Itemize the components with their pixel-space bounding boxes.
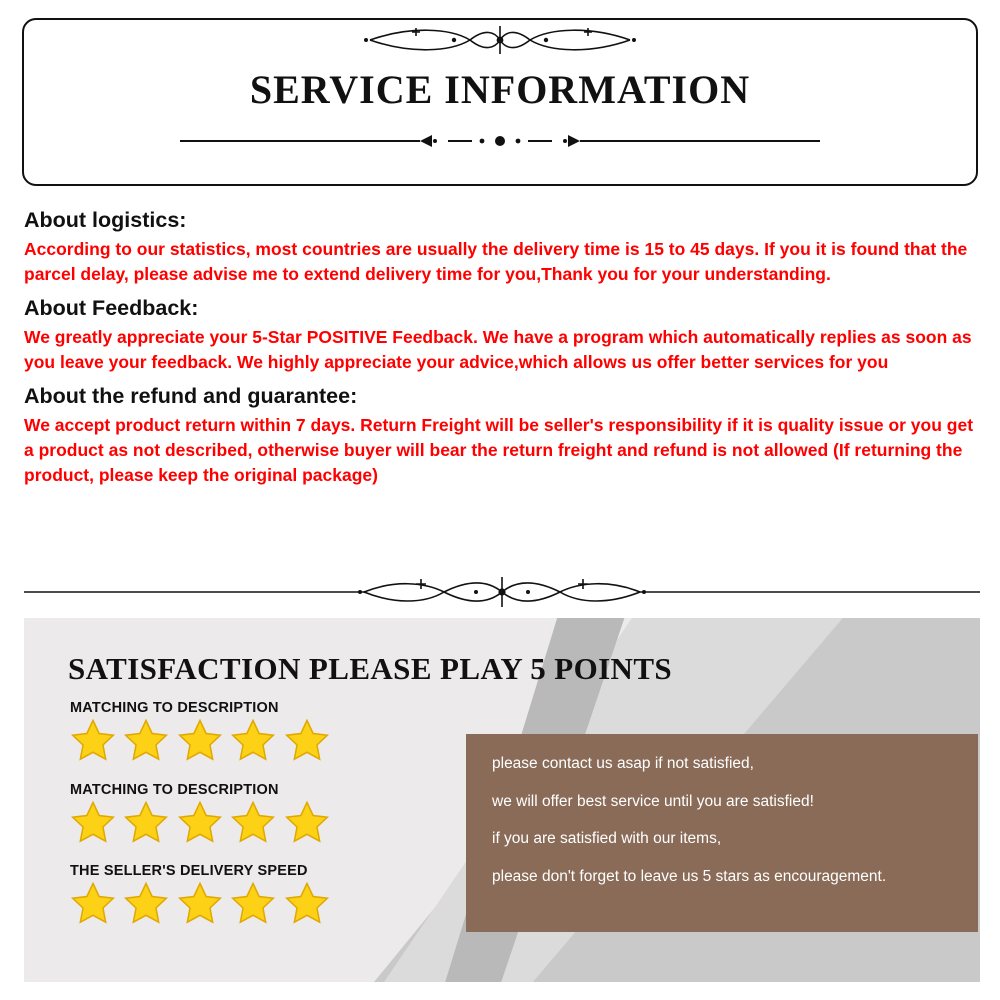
star-icon: [284, 880, 330, 930]
star-rating-1: [70, 717, 333, 767]
satisfaction-panel: [24, 618, 980, 982]
star-icon: [230, 880, 276, 930]
contact-note-box: [466, 734, 978, 932]
star-icon: [177, 799, 223, 849]
service-text-block: [24, 206, 980, 495]
star-icon: [70, 880, 116, 930]
rating-group-1: [70, 700, 333, 767]
star-icon: [177, 717, 223, 767]
star-icon: [284, 799, 330, 849]
star-icon: [70, 717, 116, 767]
section-heading-logistics: About logistics:: [24, 208, 187, 232]
flourish-ornament-icon: [350, 22, 650, 58]
star-icon: [230, 799, 276, 849]
rule-ornament-icon: [170, 128, 830, 154]
star-icon: [284, 717, 330, 767]
star-icon: [123, 717, 169, 767]
section-heading-feedback: About Feedback:: [24, 295, 199, 320]
star-rating-2: [70, 799, 333, 849]
note-line-3: if you are satisfied with our items,: [492, 830, 722, 847]
flourish-divider-icon: [24, 572, 980, 612]
star-rating-3: [70, 880, 333, 930]
star-icon: [230, 717, 276, 767]
star-icon: [177, 880, 223, 930]
section-body-logistics: According to our statistics, most countries are usually the delivery time is 15 to 45 days. If you it is found that the parcel delay, please advise me to extend delivery time for you,Thank you for your understanding.: [24, 239, 968, 285]
service-information-banner: [22, 18, 978, 186]
satisfaction-title: SATISFACTION PLEASE PLAY 5 POINTS: [68, 651, 673, 686]
note-line-1: please contact us asap if not satisfied,: [492, 755, 754, 772]
rating-label-1: MATCHING TO DESCRIPTION: [70, 700, 279, 716]
section-heading-refund: About the refund and guarantee:: [24, 383, 358, 408]
note-line-2: we will offer best service until you are satisfied!: [492, 792, 814, 810]
star-icon: [123, 799, 169, 849]
page-title: SERVICE INFORMATION: [249, 67, 751, 112]
star-icon: [70, 799, 116, 849]
rating-label-2: MATCHING TO DESCRIPTION: [70, 782, 279, 798]
note-line-4: please don't forget to leave us 5 stars as encouragement.: [492, 867, 887, 885]
section-body-refund: We accept product return within 7 days. Return Freight will be seller's responsibility if it is quality issue or you get a product as not described, otherwise buyer will bear the return freight and refund is not allowed (If returning the product, please keep the original package): [24, 414, 974, 486]
rating-group-2: [70, 782, 333, 849]
rating-group-3: [70, 863, 333, 930]
section-body-feedback: We greatly appreciate your 5-Star POSITIVE Feedback. We have a program which automatically replies as soon as you leave your feedback. We highly appreciate your advice,which allows us offer better services for you: [24, 326, 972, 373]
rating-label-3: THE SELLER'S DELIVERY SPEED: [70, 863, 308, 879]
star-icon: [123, 880, 169, 930]
